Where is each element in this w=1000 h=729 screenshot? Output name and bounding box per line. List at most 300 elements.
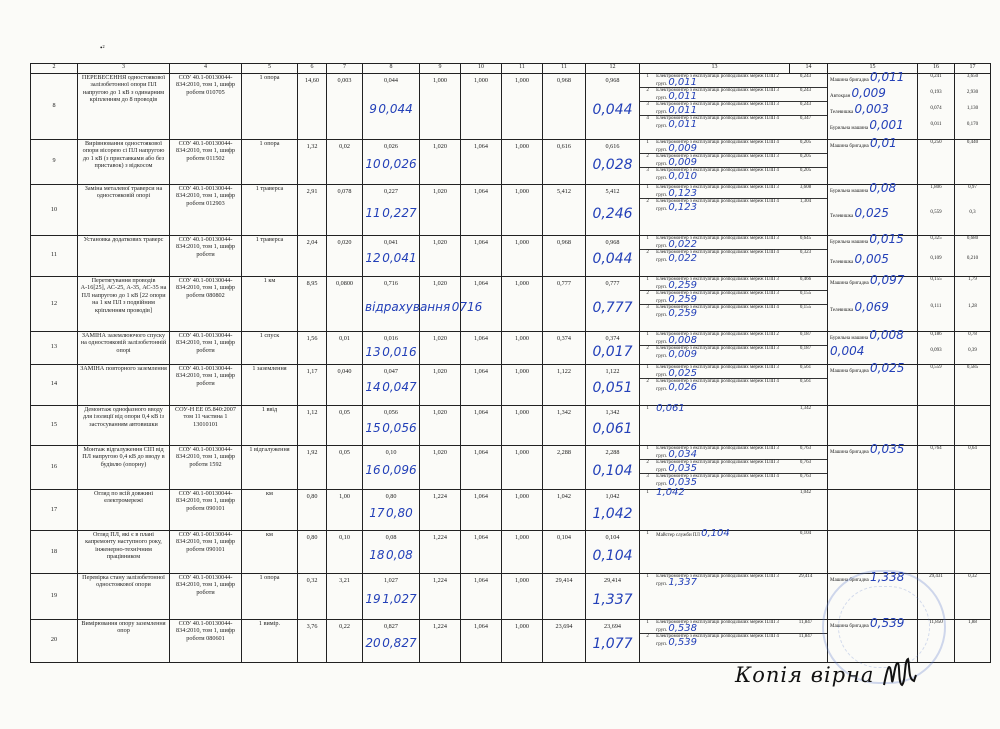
mechanism-name: Машина бригадна [830,624,869,629]
col-header: 2 [31,64,78,74]
table-row [31,140,991,185]
worker-row [640,305,827,319]
worker-value: 0,187 [784,332,827,346]
norm-reference: СОУ 40.1-00130044-834:2010, том 1, шифр роботи [176,332,235,354]
handwritten-mechanism-value: 0,003 [854,102,889,116]
cell-value: 1,064 [474,280,488,287]
cell-value: 1,92 [306,449,318,456]
table-row [31,277,991,332]
mechanism-name: Машина бригадна [830,450,869,455]
cell-value: 1,020 [433,335,447,342]
worker-index: 2 [640,88,655,102]
mechanism-value-17: 0,680 [966,236,979,241]
mechanism-value-16: 0,764 [930,446,942,451]
cell-value: 5,412 [605,188,620,195]
norm-reference: СОУ 40.1-00130044-834:2010, том 1, шифр роботи 080802 [176,277,235,299]
cell-value: 1,32 [306,143,318,150]
handwritten-number: 20 [365,636,381,651]
unit-measure: км [266,531,273,538]
work-table [30,63,991,663]
work-name: ПЕРЕВЕСЕННЯ одностоякової залізобетонної опори ПЛ напругою до 1 кВ з одинарним кріпленням до 8 проводів [81,74,166,104]
worker-row [640,634,827,648]
cell-value: 23,694 [603,623,621,630]
cell-value: 1,042 [557,493,571,500]
handwritten-value: 0,056 [382,421,417,436]
mechanism-value-16: 0,186 [930,332,942,337]
worker-index: 1 [646,406,649,411]
worker-value: 0,243 [784,102,827,116]
work-name: Заміна металевої траверси на одностояковій опорі [84,185,163,200]
worker-description: Електромонтер з експлуатації розподільчих мереж ПЛІІ 3 груп. [656,346,779,359]
cell-value: 1,064 [474,239,488,246]
cell-value: 2,04 [306,239,318,246]
handwritten-total: 0,044 [592,102,633,119]
worker-row [640,185,827,199]
handwritten-mechanism-value: 0,015 [869,232,904,246]
row-number: 20 [50,636,58,643]
row-number: 12 [50,299,58,307]
table-row [31,74,991,140]
handwritten-total: 0,061 [592,421,633,438]
handwritten-worker-value: 0,009 [668,156,697,168]
cell-value: 0,227 [384,188,398,195]
mechanism-name: Машина бригадна [830,578,869,583]
worker-index: 2 [646,634,649,639]
handwritten-mechanism-value: 1,338 [870,570,905,584]
worker-row [640,531,827,539]
worker-index: 3 [640,102,655,116]
cell-value: 1,000 [515,280,529,287]
work-name: Перевірка стану залізобетонної одностоякової опори [82,574,165,589]
mechanism-name: Телевишка [830,260,854,265]
mechanism-value-16: 0,193 [930,90,942,95]
cell-value: 1,020 [433,188,447,195]
cell-value: 29,414 [555,577,573,584]
cell-value: 1,000 [515,409,529,416]
handwritten-value: 0,827 [382,636,417,651]
handwritten-mechanism-value: 0,008 [869,328,904,342]
cell-value: 0,08 [385,534,397,541]
handwritten-worker-value: 0,011 [668,118,697,130]
col-header: 15 [828,64,918,74]
worker-value: 3,608 [784,185,827,199]
worker-description: Електромонтер з експлуатації розподільчих мереж ПЛІІ 2 груп. [656,74,779,87]
worker-row [640,168,827,182]
cell-value: 0,104 [605,534,620,541]
col-header: 11 [502,64,543,74]
worker-index: 2 [640,154,655,168]
handwritten-value: 1,027 [382,591,417,606]
handwritten-mechanism-value: 0,025 [854,206,889,220]
worker-row [640,346,827,360]
handwritten-worker-value: 0,022 [668,238,697,250]
handwritten-mechanism-value: 0,069 [854,300,889,314]
cell-value: 0,026 [384,143,398,150]
worker-row [640,277,827,291]
mechanism-value-16: 0,011 [930,122,942,127]
worker-index: 1 [640,236,655,250]
worker-index: 1 [646,574,649,579]
worker-value: 0,187 [799,346,812,351]
handwritten-mechanism-value: 0,01 [870,136,897,150]
cell-value: 0,05 [339,449,350,456]
handwritten-worker-value: 0,539 [668,636,697,648]
row-number: 14 [50,380,58,387]
signature-text: Копія вірна [735,663,875,687]
mechanism-value-17: 0,440 [966,140,979,145]
handwritten-worker-value: 1,337 [668,576,697,588]
cell-value: 1,000 [433,77,447,84]
worker-row [640,620,827,634]
workers-subtable [640,574,827,587]
col-header: 12 [586,64,640,74]
cell-value: 0,02 [339,143,350,150]
cell-value: 0,047 [384,368,398,375]
col-header: 14 [790,64,828,74]
signature-mark [880,655,920,696]
cell-value: 2,288 [557,449,571,456]
worker-index: 1 [640,74,655,88]
cell-value: 1,064 [474,409,488,416]
cell-value: 0,616 [557,143,571,150]
row-number: 9 [52,157,56,164]
cell-value: 0,374 [557,335,571,342]
worker-row [640,365,827,379]
cell-value: 0,827 [384,623,398,630]
cell-value: 1,342 [557,409,571,416]
handwritten-total: 1,337 [592,591,633,608]
row-number: 15 [50,421,58,428]
handwritten-worker-value: 0,022 [668,252,697,264]
worker-index: 1 [646,531,649,536]
handwritten-value: 0,041 [382,251,417,266]
cell-value: 2,91 [306,188,318,195]
worker-row [640,116,827,130]
row-number: 10 [50,205,58,213]
mechanism-value-16: 0,074 [930,106,942,111]
mechanism-name: Телевишка [830,308,854,313]
unit-measure: км [266,490,273,497]
mechanism-name: Машина бригадна [830,369,869,374]
work-name: Установка додаткових траверс [83,236,164,243]
worker-row [640,154,827,168]
handwritten-mechanism-value: 0,001 [869,118,904,132]
handwritten-value: 0,08 [386,547,413,562]
mechanism-value-17: 1,88 [968,620,977,625]
handwritten-value: 0,016 [382,345,417,360]
mechanism-value-17: 0,585 [966,365,979,370]
signature-block [735,663,874,687]
handwritten-value: 0,227 [382,205,417,220]
cell-value: 0,777 [557,280,571,287]
worker-row [640,140,827,154]
worker-row [640,291,827,305]
workers-subtable [640,332,827,359]
worker-index: 2 [646,346,649,351]
cell-value: 1,000 [515,577,529,584]
cell-value: 0,968 [605,77,620,84]
worker-value: 0,205 [784,140,827,154]
work-name: Огляд ПЛ, які є в плані капремонту наступного року, інженерно-технічним працівником [85,531,162,561]
worker-row [640,446,827,460]
mechanism-name: Телевишка [830,110,854,115]
cell-value: 0,0800 [335,280,353,287]
handwritten-worker-value: 0,009 [668,348,697,360]
worker-description: Електромонтер з експлуатації розподільчих мереж ПЛІІ 4 груп. [656,634,779,647]
worker-row [640,379,827,393]
worker-row [640,574,827,587]
cell-value: 1,020 [433,368,447,375]
worker-value: 11,847 [784,620,827,634]
mechanism-value-16: 0,093 [930,348,942,353]
worker-value: 0,243 [784,88,827,102]
handwritten-mechanism-value: 0,004 [830,344,865,358]
worker-description: Електромонтер з експлуатації розподільчих мереж ПЛІІ 4 груп. [656,474,779,487]
handwritten-total: 0,246 [592,205,633,222]
cell-value: 1,000 [515,449,529,456]
cell-value: 0,80 [306,534,318,541]
cell-value: 0,374 [605,335,620,342]
handwritten-total: 0,044 [592,251,633,268]
cell-value: 3,76 [306,623,318,630]
worker-row [640,474,827,488]
handwritten-worker-value: 0,008 [668,334,697,346]
workers-subtable [640,236,827,263]
cell-value: 0,10 [385,449,397,456]
worker-value: 0,763 [784,446,827,460]
cell-value: 0,104 [557,534,571,541]
cell-value: 1,020 [433,409,447,416]
row-number: 18 [50,547,58,555]
row-number: 11 [51,251,57,258]
worker-value: 0,155 [799,305,812,310]
cell-value: 1,17 [306,368,318,375]
unit-measure: 1 траверса [255,236,284,243]
cell-value: 0,020 [337,239,352,246]
header-row [31,64,991,74]
cell-value: 1,000 [515,188,529,195]
worker-value: 0,323 [799,250,812,255]
col-header: 8 [363,64,420,74]
cell-value: 0,003 [337,77,352,84]
handwritten-worker-value: 0,061 [656,403,685,414]
handwritten-number: 10 [365,157,381,172]
mechanism-name: Машина бригадна [830,144,869,149]
handwritten-total: 0,104 [592,547,633,564]
handwritten-worker-value: 0,026 [668,381,697,393]
worker-description: Електромонтер з експлуатації розподільчих мереж ПЛІІ 2 груп. [656,332,779,345]
worker-description: Електромонтер з експлуатації розподільчих мереж ПЛІІ 3 груп. [656,291,779,304]
mechanism-name: Бурильна машина [830,240,869,245]
mechanism-name: Машина бригадна [830,78,869,83]
workers-subtable [640,74,827,129]
mechanism-value-17: 0,97 [968,185,977,190]
norm-reference: СОУ 40.1-00130044-834:2010, том 1, шифр роботи 080601 [176,620,235,642]
cell-value: 0,22 [339,623,350,630]
handwritten-worker-value: 0,259 [668,293,697,305]
norm-reference: СОУ 40.1-00130044-834:2010, том 1, шифр роботи [176,365,235,387]
worker-index: 2 [640,291,655,305]
handwritten-worker-value: 0,035 [668,476,697,488]
unit-measure: 1 ввід [261,406,278,413]
handwritten-total: 0,028 [592,157,633,174]
workers-subtable [640,446,827,487]
handwritten-worker-value: 0,123 [668,201,697,213]
table-row [31,531,991,574]
col-header: 6 [298,64,327,74]
handwritten-number: 15 [365,421,381,436]
cell-value: 1,064 [474,188,488,195]
unit-measure: 1 траверса [255,185,284,192]
workers-subtable [640,528,827,539]
worker-description: Електромонтер з експлуатації розподільчих мереж ПЛІІ 4 груп. [656,140,779,153]
worker-row [640,102,827,116]
mechanism-value-16: 0,155 [930,277,942,282]
cell-value: 1,000 [515,335,529,342]
handwritten-number: 11 [365,205,381,220]
handwritten-number: 18 [369,547,385,562]
mechanism-value-16: 0,241 [930,74,942,79]
mechanism-name: Телевишка [830,214,854,219]
cell-value: 1,064 [474,143,488,150]
cell-value: 0,040 [337,368,352,375]
work-name: ЗАМІНА повторного заземлення [80,365,167,372]
cell-value: 0,716 [384,280,398,287]
workers-subtable [640,403,827,414]
work-name: Вимірювання опору заземлення опор [81,620,166,635]
unit-measure: 1 км [263,277,276,284]
worker-value: 0,205 [799,168,812,173]
mechanism-value-16: 0,559 [930,365,942,370]
handwritten-value: 0,096 [382,462,417,477]
mechanism-value-17: 0,3 [969,210,976,215]
table-body [31,70,991,663]
worker-description: Електромонтер з експлуатації розподільчих мереж ПЛІІ 3 груп. [656,185,779,198]
cell-value: 0,056 [384,409,398,416]
worker-value: 0,561 [784,365,827,379]
cell-value: 8,95 [306,280,318,287]
handwritten-worker-value: 0,259 [668,307,697,319]
worker-value: 1,342 [799,406,812,411]
worker-row [640,236,827,250]
mechanism-value-16: 0,559 [930,210,942,215]
worker-value: 29,414 [798,574,813,579]
handwritten-total: 1,077 [592,636,633,653]
handwritten-mechanism-value: 0,08 [869,181,897,195]
cell-value: 1,064 [474,335,488,342]
cell-value: 0,078 [337,188,352,195]
norm-reference: СОУ 40.1-00130044-834:2010, том 1, шифр роботи [176,574,235,596]
cell-value: 1,000 [515,534,529,541]
table-row [31,446,991,490]
cell-value: 23,694 [555,623,573,630]
cell-value: 0,777 [605,280,620,287]
mechanism-value-17: 0,32 [968,574,977,579]
worker-value: 1,304 [799,199,812,204]
work-name: Монтаж відгалуження СІП від ПЛ напругою 0,4 кВ до вводу в будівлю (опорну) [82,446,165,468]
handwritten-worker-value: 0,025 [668,367,697,379]
workers-subtable [640,185,827,212]
corner-mark: •² [100,44,105,52]
mechanism-value-17: 3,650 [966,74,979,79]
mechanism-value-17: 0,39 [968,348,977,353]
worker-description: Електромонтер з експлуатації розподільчих мереж ПЛІІ 4 груп. [656,168,779,181]
cell-value: 1,224 [433,534,447,541]
worker-index: 2 [646,250,649,255]
worker-value: 0,243 [784,74,827,88]
workers-subtable [640,140,827,181]
worker-description: Електромонтер з експлуатації розподільчих мереж ПЛІІ 3 груп. [656,365,779,378]
norm-reference: СОУ 40.1-00130044-834:2010, том 1, шифр роботи 010705 [176,74,235,96]
worker-description: Електромонтер з експлуатації розподільчих мереж ПЛІІ 4 груп. [656,305,779,318]
worker-row [640,406,827,414]
workers-subtable [640,487,827,498]
mechanism-value-17: 0,78 [968,332,977,337]
cell-value: 0,32 [306,577,318,584]
worker-value: 0,561 [799,379,812,384]
norm-reference: СОУ-Н ЕЕ 05.840:2007 том 11 частина 1 13010101 [175,406,236,428]
handwritten-mechanism-value: 0,035 [870,442,905,456]
worker-index: 1 [640,185,655,199]
mechanism-value-17: 1,79 [968,277,977,282]
handwritten-mechanism-value: 0,011 [870,70,905,84]
cell-value: 0,01 [339,335,350,342]
cell-value: 1,000 [515,239,529,246]
cell-value: 1,064 [474,493,488,500]
worker-description: Електромонтер з експлуатації розподільчих мереж ПЛІІ 3 груп. [656,620,779,633]
col-header: 11 [543,64,586,74]
mechanism-value-17: 1,130 [966,106,979,111]
table-row [31,406,991,446]
col-header: 9 [420,64,461,74]
cell-value: 1,224 [433,623,447,630]
unit-measure: 1 опора [259,74,280,81]
worker-value: 0,104 [799,531,812,536]
worker-index: 3 [646,474,649,479]
worker-description: Електромонтер з експлуатації розподільчих мереж ПЛІІ 3 груп. [656,460,779,473]
handwritten-worker-value: 0,104 [701,528,730,539]
work-name: Вирівнювання одностоякової опори вісорею сі ПЛ напругою до 1 кВ (з приставками або без приставок) з відкосом [82,140,165,170]
cell-value: 1,064 [474,577,488,584]
handwritten-value: 0,044 [378,102,413,117]
worker-value: 1,042 [799,490,812,495]
worker-index: 1 [640,620,655,634]
unit-measure: 1 відгалуження [249,446,290,453]
handwritten-number: 16 [365,462,381,477]
cell-value: 1,064 [474,368,488,375]
col-header: 7 [327,64,363,74]
worker-index: 2 [640,460,655,474]
mechanism-value-16: 0,325 [930,236,942,241]
handwritten-mechanism-value: 0,539 [870,616,905,630]
handwritten-number: 17 [369,505,385,520]
handwritten-mechanism-value: 0,025 [870,361,905,375]
handwritten-worker-value: 0,009 [668,142,697,154]
col-header: 4 [170,64,242,74]
worker-description: Електромонтер з експлуатації розподільчих мереж ПЛІІ 3 груп. [656,236,779,249]
cell-value: 1,000 [515,493,529,500]
worker-index: 3 [646,168,649,173]
worker-value: 11,847 [798,634,813,639]
cell-value: 1,00 [339,493,350,500]
mechanism-value-16: 29,431 [929,574,943,579]
worker-value: 0,763 [799,474,812,479]
handwritten-value: 0,80 [386,505,413,520]
worker-value: 0,347 [799,116,812,121]
handwritten-worker-value: 0,259 [668,279,697,291]
worker-row [640,88,827,102]
row-number: 17 [50,505,58,513]
